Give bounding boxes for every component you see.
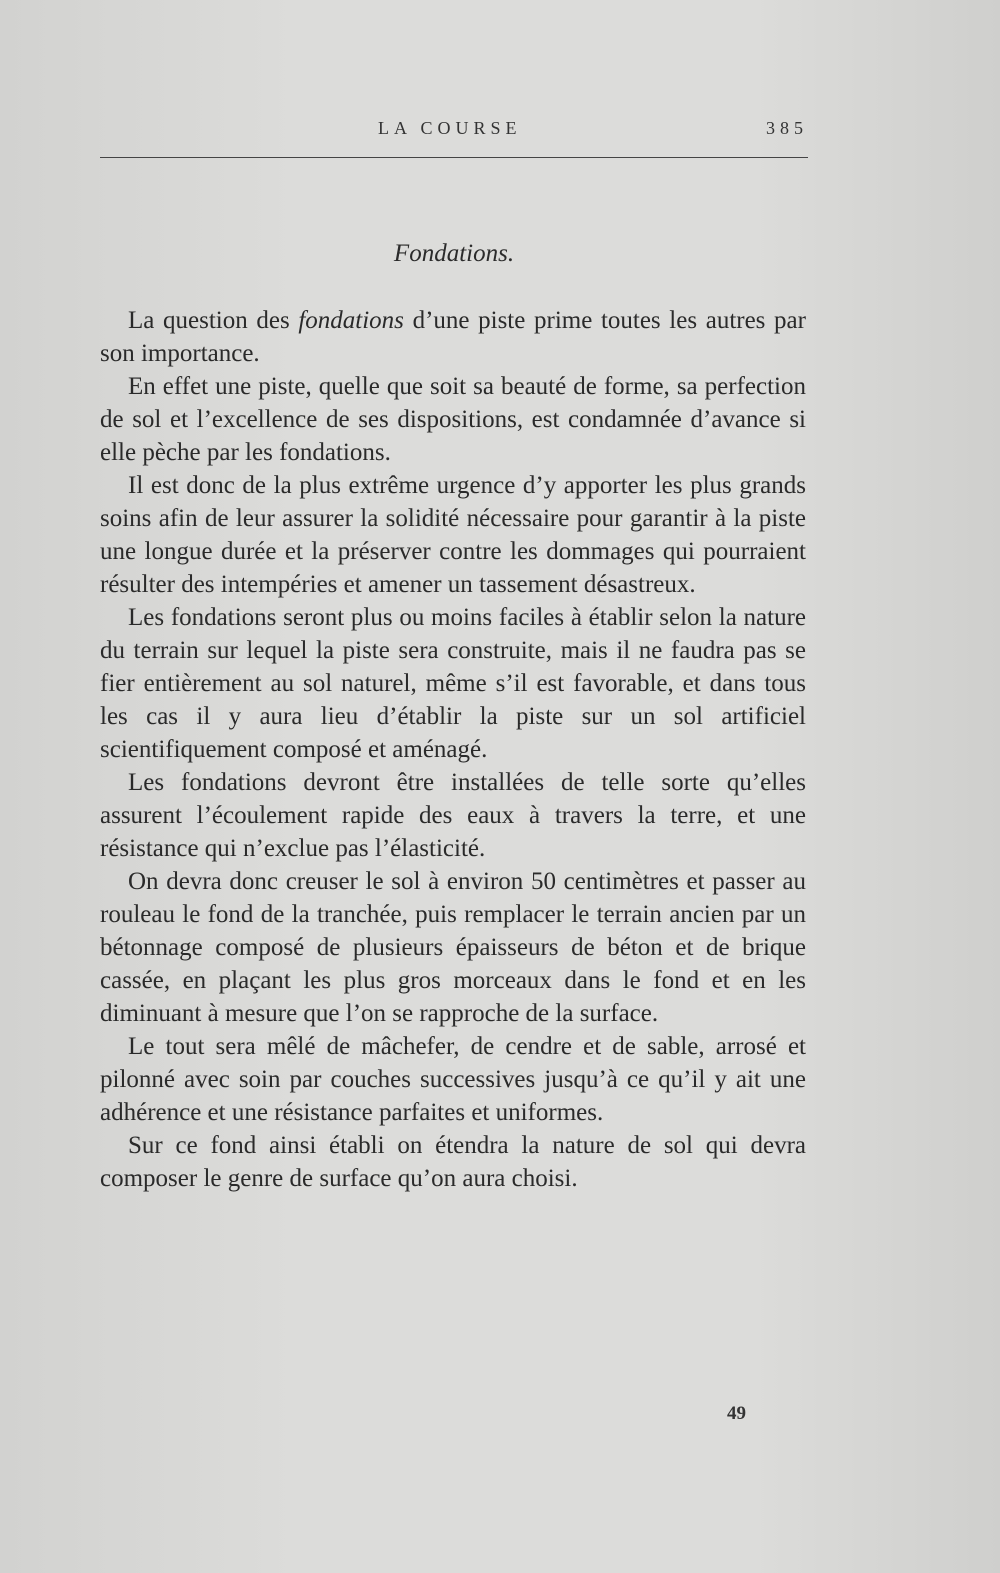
signature-mark: 49 [727, 1403, 746, 1424]
paragraph: En effet une piste, quelle que soit sa beauté de forme, sa perfection de sol et l’excellence de ses dispositions, est condamnée d’avance si elle pèche par les fondations. [100, 373, 806, 466]
paragraph: Les fondations devront être installées de telle sorte qu’elles assurent l’écoulement rapide des eaux à travers la terre, et une résistance qui n’exclue pas l’élasticité. [100, 769, 806, 862]
section-title: Fondations. [393, 240, 515, 267]
paragraph: On devra donc creuser le sol à environ 50 centimètres et passer au rouleau le fond de la tranchée, puis remplacer le terrain ancien par un bétonnage composé de plusieurs épaisseurs de béton et de brique cassée, en plaçant les plus gros morceaux dans le fond et en les diminuant à mesure que l’on se rapproche de la surface. [100, 868, 806, 1027]
paragraph [100, 304, 806, 370]
paragraph-text: La question des [128, 307, 299, 334]
paragraph: Le tout sera mêlé de mâchefer, de cendre et de sable, arrosé et pilonné avec soin par couches successives jusqu’à ce qu’il y ait une adhérence et une résistance parfaites et uniformes. [100, 1033, 806, 1126]
body-text [100, 304, 806, 1195]
paragraph: Les fondations seront plus ou moins faciles à établir selon la nature du terrain sur lequel la piste sera construite, mais il ne faudra pas se fier entièrement au sol naturel, même s’il est favorable, et dans tous les cas il y aura lieu d’établir la piste sur un sol artificiel scientifiquement composé et aménagé. [100, 604, 806, 763]
header-rule [100, 157, 808, 158]
paragraph: Il est donc de la plus extrême urgence d’y apporter les plus grands soins afin de leur assurer la solidité nécessaire pour garantir à la piste une longue durée et la préserver contre les dommages qui pourraient résulter des intempéries et amener un tassement désastreux. [100, 472, 806, 598]
emphasis-text: fondations [298, 307, 404, 334]
page-number: 385 [766, 118, 808, 138]
paragraph: Sur ce fond ainsi établi on étendra la nature de sol qui devra composer le genre de surface qu’on aura choisi. [100, 1132, 806, 1192]
running-header [100, 118, 808, 148]
running-title: LA COURSE [378, 118, 522, 138]
paragraph-text: d’une piste prime toutes les autres par son importance. [100, 307, 806, 367]
